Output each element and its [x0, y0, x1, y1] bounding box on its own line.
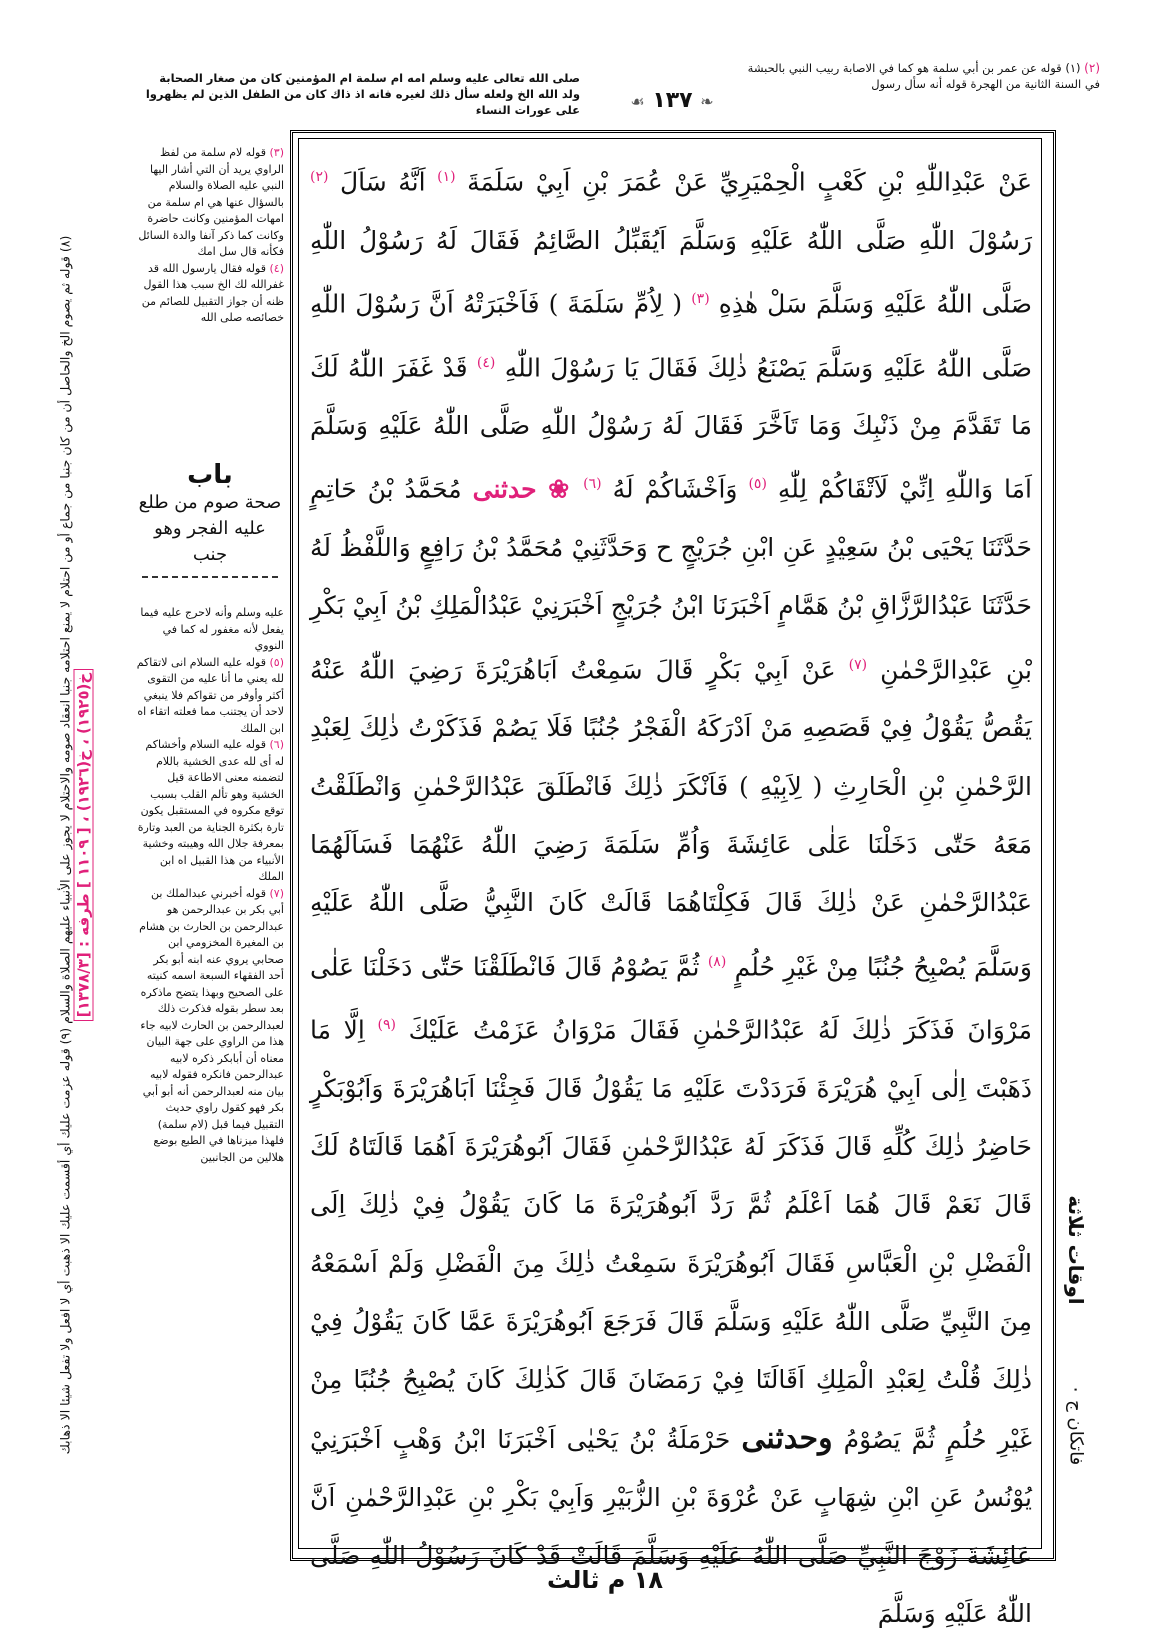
header-note-text: (١) قوله عن عمر بن أبي سلمة هو كما في الاصابة ربيب النبي بالحبشة في السنة الثانية من الهجرة قوله أنه سأل رسول [747, 61, 1100, 91]
commentary-text: قوله أخبرني عبدالملك بن أبي بكر بن عبدالرحمن هو عبدالرحمن بن الحارث بن هشام بن المغيرة المخزومي ابن صحابي يروي عنه ابنه أبو بكر أحد الفقهاء السبعة اسمه كنيته على الصحيح وبهذا يتضح ماذكره بعد سطر بقوله فذكرت ذلك لعبدالرحمن بن الحارث لابيه جاء هذا من الراوي على جهة البيان معناه أن أبابكر ذكره لابيه عبدالرحمن فانكره فقوله لابيه بيان منه لعبدالرحمن أنه أبو أبي بكر فهو كقول راوي حديث التقبيل فيما قبل (لام سلمة) فلهذا ميزناها في الطبع بوضع هلالين من الجانبين [139, 886, 284, 1164]
commentary-text: عليه وسلم وأنه لاحرج عليه فيما يفعل لأنه مغفور له كما في النووي [140, 606, 284, 652]
chapter-subtitle: صحة صوم من طلع عليه الفجر وهو جنب [138, 492, 282, 565]
footnote-marker: (٥) [748, 476, 767, 493]
text-segment: قَدْ غَفَرَ اللّٰهُ لَكَ مَا تَقَدَّمَ مِنْ ذَنْبِكَ وَمَا تَاَخَّرَ فَقَالَ لَهُ رَسُوْلُ اللّٰهِ صَلَّى اللّٰهُ عَلَيْهِ وَسَلَّمَ اَمَا وَاللّٰهِ اِنِّيْ لَاَتْقَاكُمْ لِلّٰهِ [310, 352, 1032, 504]
chapter-heading [136, 460, 284, 584]
text-segment: اِلَّا مَا ذَهَبْتَ اِلٰى اَبِيْ هُرَيْرَةَ فَرَدَدْتَ عَلَيْهِ مَا يَقُوْلُ قَالَ فَجِئْنَا اَبَاهُرَيْرَةَ وَاَبُوْبَكْرٍ حَاضِرُ ذٰلِكَ كُلِّهِ قَالَ فَذَكَرَ لَهُ عَبْدُالرَّحْمٰنِ فَقَالَ اَبُوهُرَيْرَةَ اَهُمَا قَالَتَاهُ لَكَ قَالَ نَعَمْ قَالَ هُمَا اَعْلَمُ ثُمَّ رَدَّ اَبُوهُرَيْرَةَ مَا كَانَ يَقُوْلُ فِيْ ذٰلِكَ اِلَى الْفَضْلِ بْنِ الْعَبَّاسِ فَقَالَ اَبُوهُرَيْرَةَ سَمِعْتُ ذٰلِكَ مِنَ الْفَضْلِ وَلَمْ اَسْمَعْهُ مِنَ النَّبِيِّ صَلَّى اللّٰهُ عَلَيْهِ وَسَلَّمَ قَالَ فَرَجَعَ اَبُوهُرَيْرَةَ عَمَّا كَانَ يَقُوْلُ فِيْ ذٰلِكَ قُلْتُ لِعَبْدِ الْمَلِكِ اَقَالَتَا فِيْ رَمَضَانَ قَالَ كَذٰلِكَ كَانَ يُصْبِحُ جُنُبًا مِنْ غَيْرِ حُلُمٍ ثُمَّ يَصُوْمُ [310, 1015, 1033, 1454]
footnote-marker: (٢) [310, 169, 329, 185]
divider [142, 576, 278, 584]
chain-heading: ❀ حدثنى [472, 474, 573, 504]
margin-label-text: فاتكان ج ٠ [1065, 1384, 1087, 1466]
footnote-marker: (٥) [269, 655, 284, 669]
ornament-icon: ☙ [630, 92, 645, 111]
margin-note: (٩) قوله عزمت عليك أي أقسمت عليك الا ذهبت أي لا افعل ولا تفعل شيئا الا ذهابك [57, 1027, 73, 1455]
text-segment: رَسُوْلَ اللّٰهِ صَلَّى اللّٰهُ عَلَيْهِ وَسَلَّمَ اَيُقَبِّلُ الصَّائِمُ فَقَالَ لَهُ رَسُوْلُ اللّٰهِ صَلَّى اللّٰهُ عَلَيْهِ وَسَلَّمَ سَلْ هٰذِهِ [310, 225, 1032, 319]
outer-margin-label [1056, 1150, 1096, 1350]
footnote-marker: (٦) [269, 738, 284, 751]
commentary-text: قوله عليه السلام انى لاتقاكم لله يعني ما أنا عليه من التقوى أكثر وأوفر من تقواكم فلا ينبغي لاحد أن يجتنب مما فعلته اتقاء اه ابن الملك [136, 655, 284, 735]
footnote-marker: (٧) [269, 886, 284, 900]
chain-heading-text: حدثنى [472, 474, 537, 504]
text-segment: عَنْ اَبِيْ بَكْرٍ قَالَ سَمِعْتُ اَبَاهُرَيْرَةَ رَضِيَ اللّٰهُ عَنْهُ يَقُصُّ يَقُوْلُ فِيْ قَصَصِهِ مَنْ اَدْرَكَهُ الْفَجْرُ جُنُبًا فَلَا يَصُمْ فَذَكَرْتُ ذٰلِكَ لِعَبْدِ الرَّحْمٰنِ بْنِ الْحَارِثِ ( لِاَبِيْهِ ) فَاَنْكَرَ ذٰلِكَ فَانْطَلَقَ عَبْدُالرَّحْمٰنِ وَانْطَلَقْتُ مَعَهُ حَتّٰى دَخَلْنَا عَلٰى عَائِشَةَ وَاُمِّ سَلَمَةَ رَضِيَ اللّٰهُ عَنْهُمَا فَسَاَلَهُمَا عَبْدُالرَّحْمٰنِ عَنْ ذٰلِكَ قَالَ فَكِلْتَاهُمَا قَالَتْ كَانَ النَّبِيُّ صَلَّى اللّٰهُ عَلَيْهِ وَسَلَّمَ يُصْبِحُ جُنُبًا مِنْ غَيْرِ حُلُمٍ [310, 655, 1032, 981]
rotated-margin-text [57, 150, 94, 1540]
cross-reference [74, 669, 94, 1021]
footnote-marker: (٤) [476, 354, 496, 371]
footnote-marker: (٣) [269, 146, 284, 159]
page-number [612, 88, 732, 116]
outer-margin-label [1056, 1360, 1096, 1490]
chain-heading: وحدثنى [741, 1420, 833, 1456]
page-number-value: ١٣٧ [652, 88, 693, 113]
text-segment: حَرْمَلَةُ بْنُ يَحْيٰى اَخْبَرَنَا ابْنُ وَهْبٍ اَخْبَرَنِيْ يُوْنُسُ عَنِ ابْنِ شِهَابٍ عَنْ عُرْوَةَ بْنِ الزُّبَيْرِ وَاَبِيْ بَكْرِ بْنِ عَبْدِالرَّحْمٰنِ اَنَّ عَائِشَةَ زَوْجَ النَّبِيِّ صَلَّى اللّٰهُ عَلَيْهِ وَسَلَّمَ قَالَتْ قَدْ كَانَ رَسُوْلُ اللّٰهِ صَلَّى اللّٰهُ عَلَيْهِ وَسَلَّمَ [310, 1424, 1032, 1629]
margin-label-text: اوقات ثلاثة [1064, 1195, 1088, 1305]
main-hadith-text [310, 148, 1032, 1644]
footnote-marker: (٩) [377, 1017, 396, 1034]
commentary-column-bottom [136, 605, 284, 1166]
text-segment: ثُمَّ يَصُوْمُ قَالَ فَانْطَلَقْنَا حَتّٰى دَخَلْنَا عَلٰى مَرْوَانَ فَذَكَرَ ذٰلِكَ لَهُ عَبْدُالرَّحْمٰنِ فَقَالَ مَرْوَانُ عَزَمْتُ عَلَيْكَ [310, 951, 1032, 1045]
text-segment: وَاَخْشَاكُمْ لَهُ [612, 474, 738, 504]
text-segment: ( لِاُمِّ سَلَمَةَ ) فَاَخْبَرَتْهُ اَنَّ رَسُوْلَ اللّٰهِ صَلَّى اللّٰهُ عَلَيْهِ وَسَلَّمَ يَصْنَعُ ذٰلِكَ فَقَالَ يَا رَسُوْلَ اللّٰهِ [310, 289, 1032, 382]
rotated-margin [25, 140, 125, 1550]
text-segment: عَنْ عَبْدِاللّٰهِ بْنِ كَعْبٍ الْحِمْيَرِيِّ عَنْ عُمَرَ بْنِ اَبِيْ سَلَمَةَ [467, 167, 1033, 197]
footnote-marker: (٤) [269, 261, 284, 275]
page-footer: ١٨ م ثالث [546, 1566, 664, 1594]
commentary-text: قوله فقال يارسول الله قد غفرالله لك الخ سبب هذا القول ظنه أن جواز التقبيل للصائم من خصائصه صلى الله [141, 261, 284, 324]
footnote-marker: (١) [437, 169, 456, 185]
footnote-marker: (٦) [583, 476, 602, 493]
header-note-right [745, 60, 1100, 92]
text-segment: مُحَمَّدُ بْنُ حَاتِمٍ حَدَّثَنَا يَحْيَى بْنُ سَعِيْدٍ عَنِ ابْنِ جُرَيْجٍ ح وَحَدَّثَنِيْ مُحَمَّدُ بْنُ رَافِعٍ وَاللَّفْظُ لَهُ حَدَّثَنَا عَبْدُالرَّزَّاقِ بْنُ هَمَّامٍ اَخْبَرَنَا ابْنُ جُرَيْجٍ اَخْبَرَنِيْ عَبْدُالْمَلِكِ بْنُ اَبِيْ بَكْرِ بْنِ عَبْدِالرَّحْمٰنِ [310, 474, 1032, 685]
footnote-marker: (٧) [848, 656, 868, 673]
margin-note: (٨) قوله ثم يصوم الخ والحاصل أن من كان جنبا من جماع أو من احتلام لا يمنع احتلامه جنبا انعقاد صومه والاحتلام لا يجوز على الأنبياء عليهم الصلاة والسلام [57, 235, 73, 1024]
reference-box: خ(١٩٢٥) ، خ(١٩٢٦) ، [ ١١٠٩ ] طرفه : [١٣٧٨/٣] [74, 669, 94, 1021]
text-segment: اَنَّهُ سَاَلَ [340, 167, 426, 197]
chapter-title: باب [187, 460, 233, 490]
header-note-left: صلى الله تعالى عليه وسلم امه ام سلمة ام المؤمنين كان من صغار الصحابة ولد الله الخ ولعله سأل ذلك لغيره فانه اذ ذاك كان من الطفل الذين لم يظهروا على عورات النساء [145, 71, 580, 117]
commentary-text: قوله لام سلمة من لفظ الراوي يريد أن التي أشار اليها النبي عليه الصلاة والسلام بالسؤال عنها هي ام سلمة من امهات المؤمنين وكانت حاضرة وكانت كما ذكر آنفا والدة السائل فكأنه قال سل امك [138, 146, 284, 258]
commentary-text: قوله عليه السلام وأخشاكم له أى لله عدى الخشية باللام لتضمنه معنى الاطاعة قيل الخشية وهو تألم القلب بسبب توقع مكروه في المستقبل يكون تارة بكثرة الجناية من العبد وتارة بمعرفة جلال الله وهيبته وخشية الأنبياء من هذا القبيل اه ابن الملك [137, 738, 284, 883]
footnote-marker: (٨) [707, 953, 727, 970]
footnote-marker: (٢) [1084, 61, 1100, 75]
ornament-icon: ❧ [700, 92, 714, 111]
footnote-marker: (٣) [691, 290, 710, 307]
commentary-column-top [136, 145, 284, 327]
